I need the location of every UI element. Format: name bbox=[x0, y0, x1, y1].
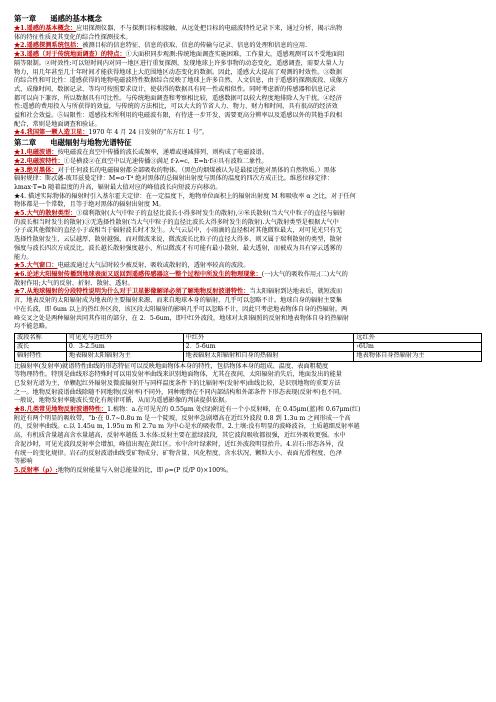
text-line bbox=[14, 306, 482, 315]
text-line bbox=[14, 158, 482, 167]
text-line bbox=[14, 69, 482, 78]
line-text: 应用探测仪器，不与探测目标相接触，从远处把目标的电磁波特性记录下来，通过分析，揭示出物 bbox=[76, 25, 343, 32]
line-text: 能力。 bbox=[14, 253, 33, 261]
line-text: (一)大气的吸收作用;(二)大气的 bbox=[261, 270, 348, 278]
table-cell: ›6Um bbox=[354, 343, 482, 352]
line-text: 高，有机质含量越高含水量越高，反射率越低 3.水体:反射主要在蓝绿波段，其它波段吸收都很强，近红外吸收更强。水中 bbox=[14, 432, 346, 440]
table-header-cell: 可见光与近红外 bbox=[66, 333, 183, 342]
text-line bbox=[14, 297, 482, 306]
key-term: ★3.遥感（对于传统地面调查）的特点： bbox=[14, 51, 126, 59]
line-text: 电磁波通过大气层时较少被反射、吸收或散射的，透射率较高的波段。 bbox=[57, 262, 250, 270]
line-text: 中在长波，即 6um 以上的热红外区段，该区段太阳辐射的影响几乎可以忽略不计，因此只考虑地表物体自身的热辐射。两 bbox=[14, 305, 348, 313]
text-line bbox=[14, 42, 482, 51]
text-line bbox=[14, 210, 482, 219]
line-text: 的波长相当时发生的散射)③无选择性散射(当大气中粒子的直径比波长大得多时发生的散射).大气散射类型是根据大气中 bbox=[14, 218, 339, 226]
text-line bbox=[14, 25, 482, 34]
text-line bbox=[14, 406, 482, 415]
chapter-title: 遥感的基本概念 bbox=[50, 14, 102, 23]
line-text: ①瑞利散射(大气中粒子的直径比波长小得多时发生的散射),②米氏散射(当大气中粒子的直径与辐射 bbox=[76, 210, 346, 218]
table-cell: 辐射特性 bbox=[15, 352, 67, 361]
table-cell: 2．5-6um bbox=[183, 343, 354, 352]
text-line bbox=[14, 167, 482, 176]
line-text: 比辐射率(发射率)就谱特性曲线的形态特征可以反映地面物体本身的特性，包括物体本身的组成、温度、表面粗糙度 bbox=[14, 362, 329, 370]
table-header-cell: 远红外 bbox=[354, 333, 482, 342]
text-line bbox=[14, 262, 482, 271]
key-term: ★7.从地球辐射的分段特性说明为什么对于卫星影像解译必须了解地物反射波谱特性： bbox=[14, 288, 250, 296]
text-line bbox=[14, 458, 482, 467]
line-text: 1970 年 4 月 24 日发射的“东方红 1 号”。 bbox=[88, 129, 209, 137]
line-text: 之一。地物反射波谱曲线除随不同地物(反射率)不同外，同种地物在不同内部结构和外部条件下形态表现(反射率)也不同。 bbox=[14, 388, 346, 396]
key-term: ★5.大气窗口： bbox=[14, 262, 58, 270]
table-row bbox=[15, 352, 482, 361]
line-text: 被测目标的信息特征、信息的获取、信息的传输与记录、信息的处理和信息的应用. bbox=[82, 42, 308, 50]
text-line bbox=[14, 86, 482, 95]
text-line bbox=[14, 60, 482, 69]
key-term: ★8.几类常见地物反射波谱特性： bbox=[14, 406, 108, 414]
text-line bbox=[14, 380, 482, 389]
text-line bbox=[14, 423, 482, 432]
text-line bbox=[14, 175, 482, 184]
table-cell: 0．3-2.5um bbox=[66, 343, 183, 352]
chapter-1-body bbox=[14, 25, 482, 138]
text-line bbox=[14, 363, 482, 372]
table-cell: 地表辐射太阳辐射和自身的热辐射 bbox=[183, 352, 354, 361]
key-term: ★3.绝对黑体： bbox=[14, 166, 58, 174]
line-text: 含泥沙时，可见光波段反射率会增加，峰值出现在黄红区。水中含叶绿素时，近红外波段明显抬升。4.岩石:形态各异，没 bbox=[14, 440, 344, 448]
line-text: ①大面积同步观测:传统地面调查实施困难，工作量大，遥感观测可以不受地面阻 bbox=[125, 51, 345, 59]
text-line bbox=[14, 112, 482, 121]
text-line bbox=[14, 271, 482, 280]
line-text: 选择性散射发生，云层越厚，散射越强，而对微波来说，微波波长比粒子的直径大得多，则又属于瑞利散射的类型，散射 bbox=[14, 236, 342, 244]
text-line bbox=[14, 254, 482, 263]
key-term: ★2.电磁波特性： bbox=[14, 157, 64, 165]
text-line bbox=[14, 236, 482, 245]
line-text: 已发射光谱为主，单颗起红外辐射及微波辐射开与同样温度条件下的比辐射率(发射率)曲线比较，是识别地物的重要方法 bbox=[14, 379, 341, 387]
line-text: 等物理特性。特别是曲线形态特殊时可以用发射率曲线来识别地面物体，尤其在夜间，太阳辐射消失后，地面发出的能量 bbox=[14, 371, 342, 379]
line-text: 式、成像时间、数据记录、等均可按照要求设计，使获得的数据具有同一性或相似性。同时考虑新的传感器和信息记录 bbox=[14, 85, 336, 93]
line-text: 等影响 bbox=[14, 458, 33, 466]
line-text: 的，反射率曲线。c.以 1.45u m, 1.95u m 和 2.7u m 为中心是水的吸收带。2.土壤:没有明显的波峰波谷，土质越细反射率越 bbox=[14, 423, 360, 431]
line-text: 言，地表反射的太阳辐射成为地表的主要辐射来源，而来自地球本身的辐射，几乎可以忽略不计。地球自身的辐射主要集 bbox=[14, 297, 342, 305]
line-text: 当太阳辐射到达地表后，就短波而 bbox=[249, 288, 343, 296]
line-text: 的综合性和可比性：遥感获得的地物电磁波特性数据综合反映了地球上许多自然、人文信息，由于遥感的探测波段、成像方 bbox=[14, 77, 349, 85]
table-header-cell: 中红外 bbox=[183, 333, 354, 342]
chapter-number: 第一章 bbox=[14, 14, 37, 23]
chapter-2-heading bbox=[14, 138, 482, 148]
line-text: 都可以向下兼容，所以数据具有可比性。与传统地面调查和考察相比较，遥感数据可以较大程度地排除人为干扰。④经济 bbox=[14, 94, 342, 102]
text-line bbox=[14, 184, 482, 193]
line-text: ①是横波②在真空中以光速传播③满足 f·λ=c，E=h·f④具有波粒二象性。 bbox=[63, 157, 268, 165]
key-term: 5.反射率（ρ）: bbox=[14, 466, 58, 474]
table-header-row bbox=[15, 333, 482, 342]
text-line bbox=[14, 245, 482, 254]
line-text: 一般说，地物发射率随波长变化有规律可循，从而为遥感影像的判读提供依据。 bbox=[14, 397, 231, 405]
text-line bbox=[14, 441, 482, 450]
line-text: 地物的反射能量与入射总能量的比，即 ρ=(P 反/P 0)×100%。 bbox=[57, 466, 233, 474]
table-cell: 波长 bbox=[15, 343, 67, 352]
text-line bbox=[14, 149, 482, 158]
key-term: ★5.大气的散射类型： bbox=[14, 210, 77, 218]
line-text: 物体都是一个常数，且等于绝对黑体的辐射出射度 M。 bbox=[14, 201, 165, 209]
text-line bbox=[14, 323, 482, 332]
text-line bbox=[14, 51, 482, 60]
text-line bbox=[14, 371, 482, 380]
line-text: 配合，常则是地面调查和验证。 bbox=[14, 120, 101, 128]
chapter-number: 第二章 bbox=[14, 138, 37, 148]
line-text: λmax·T=b 随着温度的升高，辐射最大值对应的峰值波长向短波方向移动。 bbox=[14, 183, 222, 191]
chapter-2-body-continued bbox=[14, 363, 482, 476]
text-line bbox=[14, 432, 482, 441]
key-term: ★1.遥感的基本概念： bbox=[14, 25, 77, 32]
text-line bbox=[14, 450, 482, 459]
table-row bbox=[15, 343, 482, 352]
line-text: 散射作用;大气的反射、折射、散射、透射。 bbox=[14, 279, 134, 287]
line-text: 有统一的变化规律。岩石的反射波谱曲线受矿物成分、矿物含量、风化程度、含水状况、颗粒大小、表面光滑程度、色泽 bbox=[14, 449, 342, 457]
line-text: 辐射规律：斯忒藩-玻耳兹曼定律：M=σ·T⁴ 绝对黑体的总辐射出射度与黑体的温度的四次方成正比。维恩位移定律： bbox=[14, 175, 334, 183]
line-text: 1.植物：a.在可见光的 0.55μm 处(绿)附近有一个小反射峰，在 0.45μm(蓝)和 0.67μm(红) bbox=[107, 406, 361, 414]
table-cell: 地表物体自身热辐射为主 bbox=[354, 352, 482, 361]
table-header-cell: 波段名称 bbox=[15, 333, 67, 342]
radiation-band-table bbox=[14, 333, 482, 362]
key-term: ★6.论述大阳辐射传播到地球表面又返回到遥感传感器这一整个过程中所发生的物理现象： bbox=[14, 270, 262, 278]
key-term: ★4.我国第一颗人造卫星： bbox=[14, 129, 89, 137]
line-text: 附近有两个明显的吸收带。“b·在 0.7~0.8u m 是一个陡坡，反射率急剧增高在近红外波段 0.8 到 1.3u m 之间形成一个高 bbox=[14, 414, 351, 422]
line-text: 对于任何波长的电磁辐射都全部吸收的物体。（黑色的烟煤被认为是最接近绝对黑体的自然物质。）黑体 bbox=[57, 166, 337, 174]
text-line bbox=[14, 288, 482, 297]
key-term: ★2.遥感探测系统包括： bbox=[14, 42, 83, 50]
text-line bbox=[14, 201, 482, 210]
chapter-2-body bbox=[14, 149, 482, 332]
text-line bbox=[14, 129, 482, 138]
line-text: 分子或其他微粒的直径小于或相当于辐射波长时才发生。大气云层中，小雨滴的直径相对其他微粒最大，对可见光只有无 bbox=[14, 227, 342, 235]
chapter-1-heading bbox=[14, 14, 482, 24]
line-text: 强度与波长四次方成反比，波长越长散射强度越小，所以微波才有可能有最小散射，最大透射，而被成为具有穿云透雾的 bbox=[14, 244, 342, 252]
line-text: ★4. 描述实际物体的辐射时引入基尔霍夫定律：在一定温度下，地物单位面积上的辐射出射度 M 和吸收率 α 之比，对于任何 bbox=[14, 192, 356, 200]
table-cell: 地表辐射太阳辐射为主 bbox=[66, 352, 183, 361]
text-line bbox=[14, 467, 482, 476]
line-text: 性:遥感的费用投入与所获得的效益，与传统的方法相比，可以大大的节省人力、物力、财力和时间，具有很高的经济效 bbox=[14, 103, 338, 111]
line-text: 均不能忽略。 bbox=[14, 323, 52, 331]
key-term: ★1.电磁波谱： bbox=[14, 149, 58, 157]
line-text: 隔等限制。②时效性:可以短时间内对同一地区进行重复探测，发现地球上许多事物的动态变化，遥感调查，需要大量人力 bbox=[14, 59, 345, 67]
line-text: 按电磁波在真空中传播的波长或频率，递增或递减排列，则构成了电磁波谱。 bbox=[57, 149, 268, 157]
text-line bbox=[14, 77, 482, 86]
line-text: 峰交叉之处是两种辐射共同其作用的部分，在 2．5-6um，即中红外波段，地球对太阳辐照的反射和地表物体自身的热辐射 bbox=[14, 314, 350, 322]
chapter-title: 电磁辐射与地物光谱特征 bbox=[50, 138, 132, 148]
text-line bbox=[14, 227, 482, 236]
text-line bbox=[14, 103, 482, 112]
text-line bbox=[14, 397, 482, 406]
text-line bbox=[14, 315, 482, 324]
line-text: 物力，用几年甚至几十年时间才能获得地球上大范围地区动态变化的数据。因此，遥感大大提高了观测的时效性。③数据 bbox=[14, 68, 342, 76]
line-text: 益和社会效益。⑤局限性：遥感技术所利用的电磁波有限，有待进一步开发，需要更高分辨率以及遥感以外的其他手段相 bbox=[14, 112, 342, 120]
line-text: 体的特征性质及其变化的综合性探测技术。 bbox=[14, 33, 132, 41]
